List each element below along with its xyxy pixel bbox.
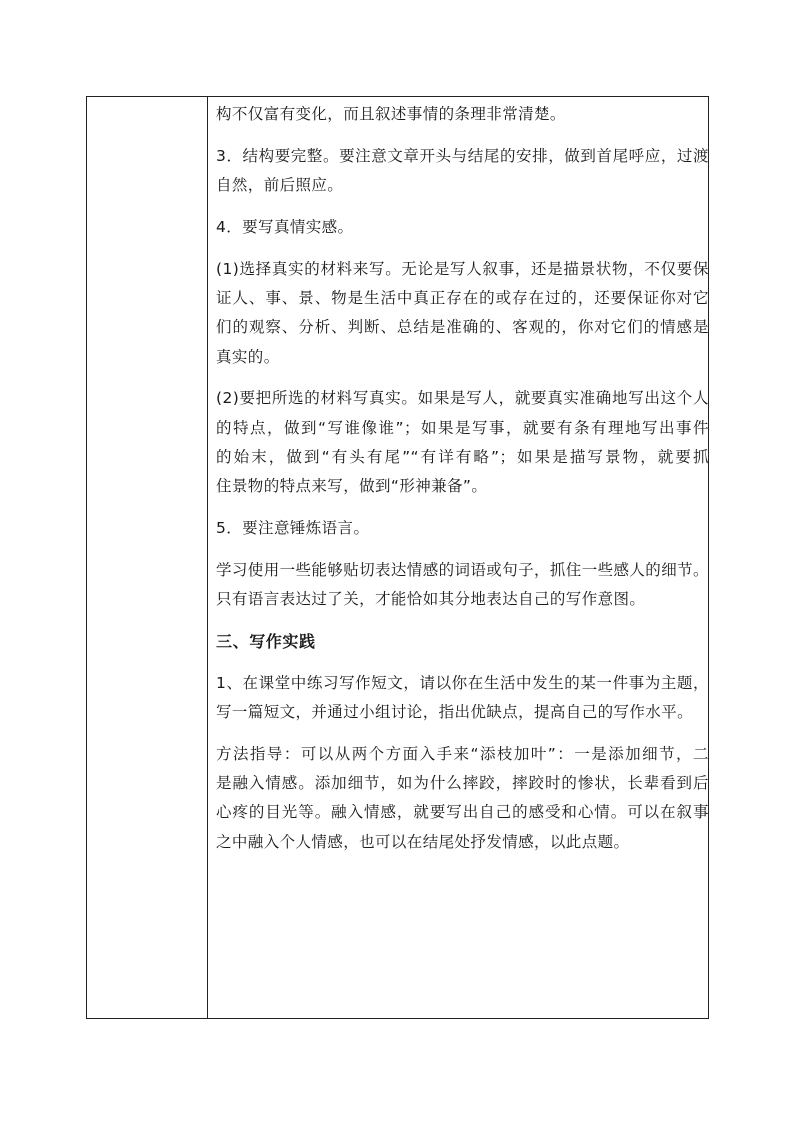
text-line: 住景物的特点来写，做到“形神兼备”。	[216, 477, 488, 496]
paragraph	[216, 384, 709, 501]
text-line: 构不仅富有变化，而且叙述事情的条理非常清楚。	[216, 105, 566, 123]
text-line: 3．结构要完整。要注意文章开头与结尾的安排，做到首尾呼应，过渡	[216, 146, 709, 165]
paragraph	[216, 142, 709, 201]
text-line: 心疼的目光等。融入情感，就要写出自己的感受和心情。可以在叙事	[216, 803, 709, 822]
text-line: 的始末，做到“有头有尾”“有详有略”；如果是描写景物，就要抓	[216, 447, 709, 466]
text-line: 只有语言表达过了关，才能恰如其分地表达自己的写作意图。	[216, 590, 646, 609]
paragraph	[216, 100, 709, 129]
section-heading	[216, 627, 709, 656]
paragraph	[216, 669, 709, 728]
text-line: 证人、事、景、物是生活中真正存在的或存在过的，还要保证你对它	[216, 288, 709, 307]
text-line: 学习使用一些能够贴切表达情感的词语或句子，抓住一些感人的细节。	[216, 560, 709, 579]
content-table	[86, 96, 709, 1019]
text-line: 1、在课堂中练习写作短文，请以你在生活中发生的某一件事为主题，	[216, 673, 709, 692]
table-left-cell	[87, 97, 208, 1018]
text-line: 自然，前后照应。	[216, 176, 344, 195]
text-line: (1)选择真实的材料来写。无论是写人叙事，还是描景状物，不仅要保	[216, 259, 709, 278]
text-line: 三、写作实践	[216, 631, 316, 651]
text-line: 4．要写真情实感。	[216, 217, 354, 236]
text-line: 方法指导：可以从两个方面入手来“添枝加叶”：一是添加细节，二	[216, 744, 709, 763]
text-line: 写一篇短文，并通过小组讨论，指出优缺点，提高自己的写作水平。	[216, 703, 694, 722]
paragraph	[216, 556, 709, 615]
paragraph	[216, 213, 709, 242]
paragraph	[216, 740, 709, 857]
text-line: 是融入情感。添加细节，如为什么摔跤，摔跤时的惨状，长辈看到后	[216, 774, 709, 793]
paragraph	[216, 514, 709, 543]
text-line: (2)要把所选的材料写真实。如果是写人，就要真实准确地写出这个人	[216, 389, 709, 408]
text-line: 真实的。	[216, 347, 280, 366]
table-right-cell	[208, 97, 715, 1018]
text-line: 的特点，做到“写谁像谁”；如果是写事，就要有条有理地写出事件	[216, 418, 709, 437]
text-line: 们的观察、分析、判断、总结是准确的、客观的，你对它们的情感是	[216, 318, 709, 337]
text-line: 5．要注意锤炼语言。	[216, 519, 370, 538]
paragraph	[216, 255, 709, 372]
text-line: 之中融入个人情感，也可以在结尾处抒发情感，以此点题。	[216, 832, 630, 851]
